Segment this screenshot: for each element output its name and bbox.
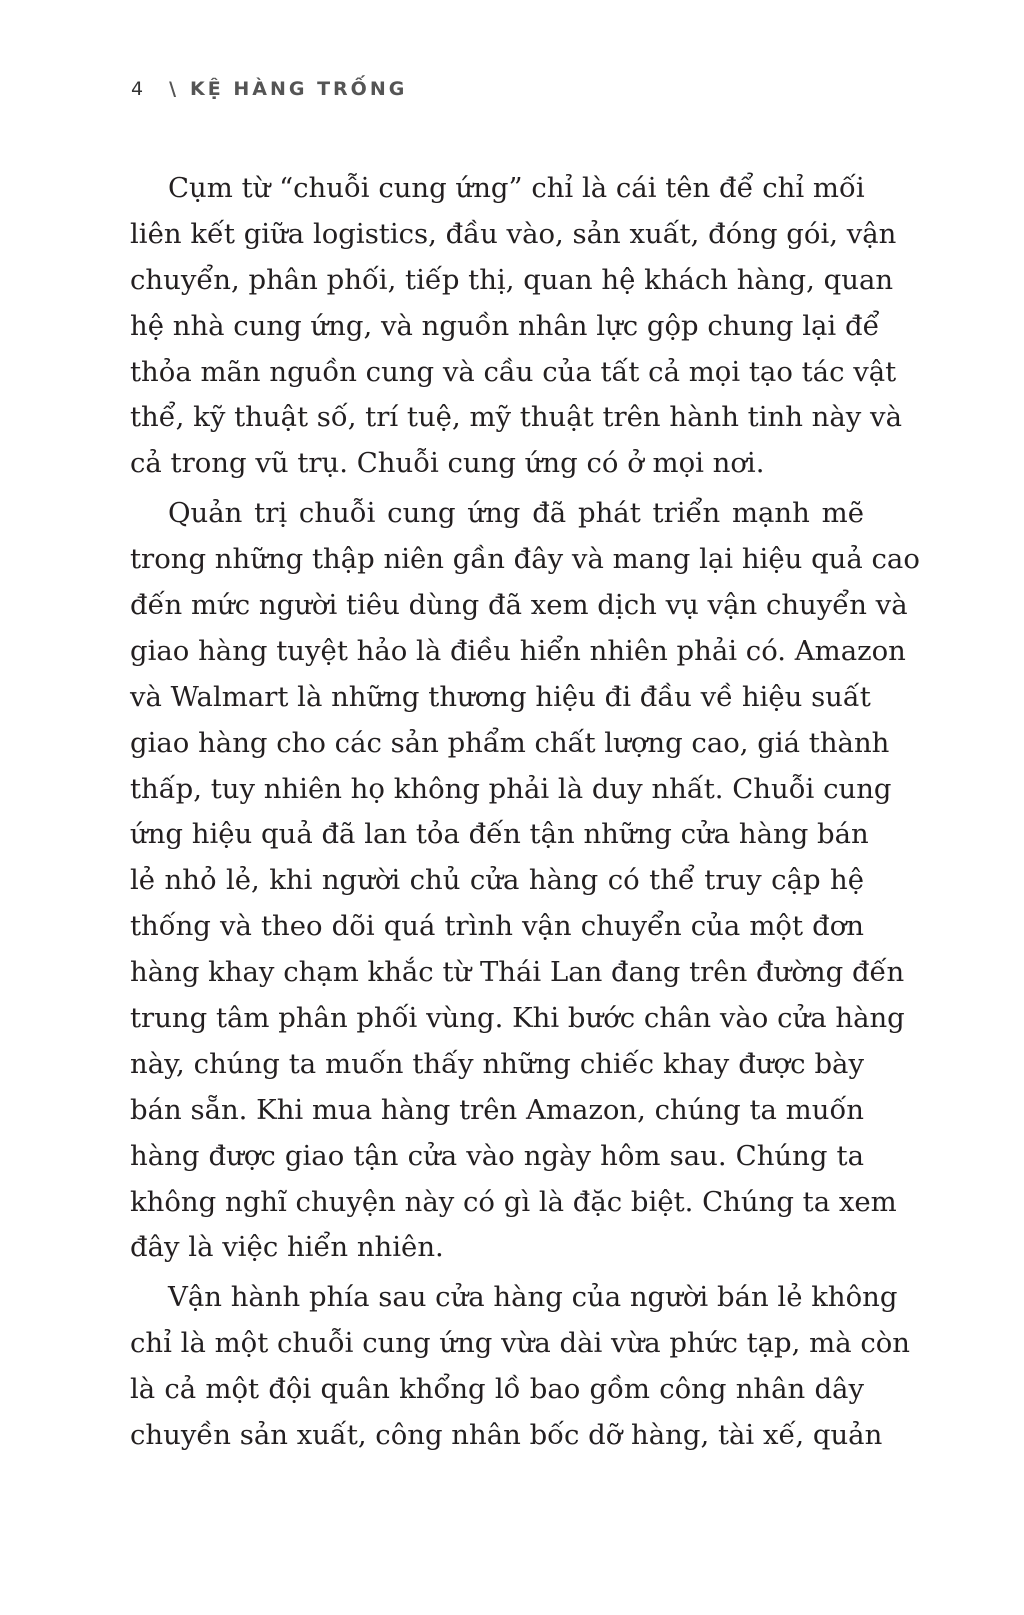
text-line: hệ nhà cung ứng, và nguồn nhân lực gộp chung lại để <box>130 309 880 342</box>
text-line: này, chúng ta muốn thấy những chiếc khay được bày <box>130 1047 864 1080</box>
paragraph <box>130 491 920 1271</box>
text-line: thể, kỹ thuật số, trí tuệ, mỹ thuật trên hành tinh này và <box>130 401 902 434</box>
text-line: trong những thập niên gần đây và mang lại hiệu quả cao <box>130 543 920 576</box>
text-line: là cả một đội quân khổng lồ bao gồm công nhân dây <box>130 1373 864 1406</box>
text-line: giao hàng cho các sản phẩm chất lượng cao, giá thành <box>130 726 890 759</box>
text-line: Vận hành phía sau cửa hàng của người bán lẻ không <box>168 1281 898 1314</box>
text-line: chuyển, phân phối, tiếp thị, quan hệ khách hàng, quan <box>130 263 894 296</box>
text-line: trung tâm phân phối vùng. Khi bước chân vào cửa hàng <box>130 1002 905 1035</box>
header-separator: \ <box>169 78 177 100</box>
text-line: cả trong vũ trụ. Chuỗi cung ứng có ở mọi nơi. <box>130 447 765 480</box>
text-line: Quản trị chuỗi cung ứng đã phát triển mạnh mẽ <box>168 497 864 530</box>
text-line: đến mức người tiêu dùng đã xem dịch vụ vận chuyển và <box>130 589 908 622</box>
text-line: giao hàng tuyệt hảo là điều hiển nhiên phải có. Amazon <box>130 634 906 667</box>
text-line: chỉ là một chuỗi cung ứng vừa dài vừa phức tạp, mà còn <box>130 1327 911 1360</box>
text-line: và Walmart là những thương hiệu đi đầu về hiệu suất <box>130 680 871 713</box>
text-line: thỏa mãn nguồn cung và cầu của tất cả mọi tạo tác vật <box>130 355 897 388</box>
text-line: không nghĩ chuyện này có gì là đặc biệt. Chúng ta xem <box>130 1185 897 1218</box>
text-line: chuyền sản xuất, công nhân bốc dỡ hàng, tài xế, quản <box>130 1419 883 1452</box>
text-line: Cụm từ “chuỗi cung ứng” chỉ là cái tên để chỉ mối <box>168 172 865 204</box>
text-line: bán sẵn. Khi mua hàng trên Amazon, chúng ta muốn <box>130 1093 864 1126</box>
page-body <box>130 166 920 1463</box>
text-line: lẻ nhỏ lẻ, khi người chủ cửa hàng có thể truy cập hệ <box>130 864 864 897</box>
page-number: 4 <box>131 78 144 100</box>
text-line: thống và theo dõi quá trình vận chuyển của một đơn <box>130 910 864 943</box>
text-line: thấp, tuy nhiên họ không phải là duy nhất. Chuỗi cung <box>130 772 892 805</box>
text-line: liên kết giữa logistics, đầu vào, sản xuất, đóng gói, vận <box>130 217 897 250</box>
paragraph <box>130 166 902 487</box>
text-line: ứng hiệu quả đã lan tỏa đến tận những cửa hàng bán <box>130 818 869 851</box>
running-header <box>131 78 407 100</box>
book-title: KỆ HÀNG TRỐNG <box>190 78 408 100</box>
text-line: đây là việc hiển nhiên. <box>130 1231 444 1264</box>
paragraph <box>130 1275 911 1459</box>
text-line: hàng khay chạm khắc từ Thái Lan đang trên đường đến <box>130 956 905 989</box>
text-line: hàng được giao tận cửa vào ngày hôm sau. Chúng ta <box>130 1139 864 1172</box>
